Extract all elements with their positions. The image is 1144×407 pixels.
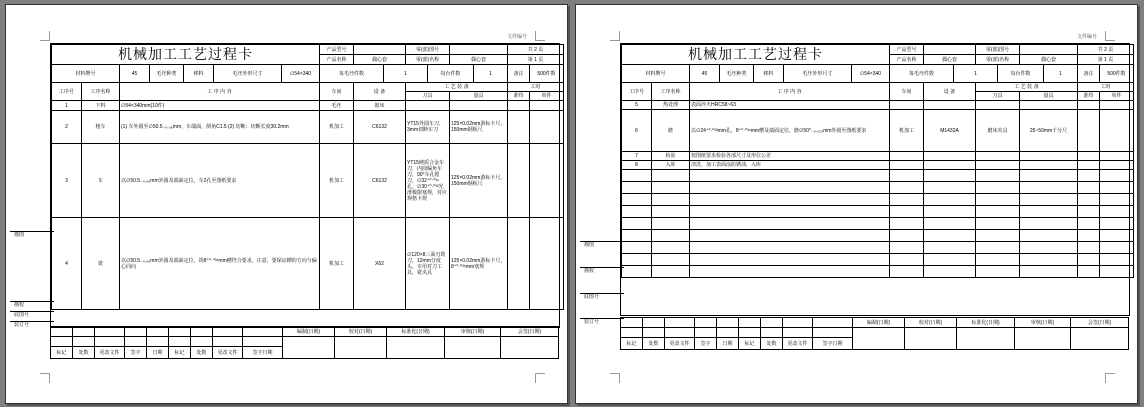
- crop-mark: [535, 31, 545, 41]
- parts-per-unit-value: 1: [474, 65, 508, 83]
- doc-no-label: 文件编号: [506, 34, 527, 40]
- part-name-value: 偶心套: [450, 55, 508, 65]
- crop-mark: [610, 373, 620, 383]
- col-tool: 刀具: [406, 92, 450, 101]
- table-row: 7 检验 按图纸要求检验各部尺寸及形位公差: [622, 152, 1134, 161]
- crop-mark: [1105, 31, 1115, 41]
- col-content: 工 序 内 容: [120, 83, 320, 101]
- table-row: 8 入库 清洗，加工表面涂防锈油，入库: [622, 161, 1134, 170]
- card-page-2: [575, 4, 1138, 404]
- crop-mark: [40, 31, 50, 41]
- product-name-label: 产品名称: [320, 55, 354, 65]
- col-measure: 量具: [450, 92, 508, 101]
- crop-mark: [40, 373, 50, 383]
- table-row: 4 铣 以∅50.5₋₀.₀₆mm外圆及端面定位，铣8⁺⁰·⁰³⁶mm槽符合要求，注意，要保证槽的方向与偏心同向 机加工 X62 ∅120×8三面刃铣刀，12mm分度头，专用对刀工具，铣夹具 125×0.02mm游标卡尺，8⁺⁰·⁰³⁶mm塞规: [52, 218, 564, 310]
- crop-mark: [535, 373, 545, 383]
- col-tooling: 工 艺 装 备: [406, 83, 508, 92]
- table-row: 6 磨 以∅24⁺⁰·⁰³³mm孔，8⁺⁰·⁰³⁶mm槽及端面定位，磨∅50⁰₋₀.₀₂₅mm外圆至图纸要求 机加工 M1432A 磨床夹具 25~50mm千分尺: [622, 110, 1134, 152]
- table-row: 2 粗车 (1) 车外圆至∅50.5₋₀.₀₆mm，车端面，倒角C1.5 (2) 切断：切断长度30.2mm 机加工 C6132 YT15外圆车刀，3mm切断车刀 125×0.02mm游标卡尺，150mm钢板尺: [52, 111, 564, 144]
- table-row: 1 下料 ∅54×340mm(10件) 毛坯 锯床: [52, 101, 564, 111]
- side-check: 描校: [10, 301, 54, 312]
- material-label: 材料牌号: [52, 65, 120, 83]
- side-trace: 描图: [580, 241, 624, 264]
- crop-mark: [1105, 373, 1115, 383]
- col-unit: 单件: [530, 92, 564, 101]
- parts-per-blank-label: 每毛坯件数: [320, 65, 384, 83]
- side-base-no: 底图号: [580, 293, 624, 316]
- process-card-table: [50, 43, 560, 328]
- col-hours: 工时: [508, 83, 564, 92]
- col-prep: 准终: [508, 92, 530, 101]
- col-op-name: 工序名称: [82, 83, 120, 101]
- side-check: 描校: [580, 267, 624, 290]
- process-card-table: 机械加工工艺过程卡 产品型号 零(部)图号 共 2 页 产品名称 偶心套 零(部)名称 偶心套 第 1 页 材料牌号 45 毛坯种类 棒料 毛坯外形尺寸 ∅54×340 每毛坯件数 1 每台件数 1 备注 500件数 工序号 工序名称 工 序 内 容 车间 设 备 工 艺 装 备 工时 刀具 量具 准终 单件 5 热处理 表面淬火HRC58~63 6 磨 以∅24⁺⁰·⁰³³mm孔，8⁺⁰·⁰³⁶mm槽及端面定位，磨∅50⁰₋₀.₀₂₅mm外圆至图纸要求 机加工 M1432A 磨床夹具 25~50mm千分尺 7 检验 按图纸要求检验各部尺寸及形位公差 8 入库 清洗，加工表面涂防锈油，入库: [620, 43, 1130, 316]
- blank-size-value: ∅54×340: [282, 65, 320, 83]
- part-name-label: 零(部)名称: [406, 55, 450, 65]
- page-number: 第 1 页: [508, 55, 564, 65]
- card-title: 机械加工工艺过程卡: [52, 45, 320, 65]
- blank-type-value: 棒料: [184, 65, 214, 83]
- parts-per-unit-label: 每台件数: [428, 65, 474, 83]
- table-row: 5 热处理 表面淬火HRC58~63: [622, 101, 1134, 110]
- col-op-no: 工序号: [52, 83, 82, 101]
- blank-size-label: 毛坯外形尺寸: [214, 65, 282, 83]
- card-page-1: [5, 4, 568, 404]
- total-pages: 共 2 页: [508, 45, 564, 55]
- notes-label: 备注: [508, 65, 530, 83]
- material-value: 45: [120, 65, 150, 83]
- signature-block: 编制(日期) 校对(日期) 标准化(日期) 审核(日期) 会签(日期) 标记 处数 更改文件 签字 日期 标记 处数 更改文件 签字日期: [620, 317, 1128, 350]
- product-name-value: 偶心套: [354, 55, 406, 65]
- part-drawing-label: 零(部)图号: [406, 45, 450, 55]
- blank-type-label: 毛坯种类: [150, 65, 184, 83]
- side-bind-no: 装订号: [10, 321, 54, 332]
- side-trace: 描图: [10, 231, 54, 302]
- product-model-label: 产品型号: [320, 45, 354, 55]
- doc-no-label: 文件编号: [1076, 34, 1097, 40]
- col-workshop: 车间: [320, 83, 354, 101]
- card-title: 机械加工工艺过程卡: [622, 45, 890, 65]
- side-bind-no: 装订号: [580, 318, 624, 329]
- table-row: 3 车 以∅50.5₋₀.₀₆mm外圆及端面定位，车2孔至图纸要求 机加工 C6132 YT15硬质合金车刀，内圆偏角车刀，90°车孔镗刀，∅32⁺⁰·⁰³⁹孔，∅30⁺⁰·⁰³³光滑极限塞规，对应规格卡规 125×0.02mm游标卡尺，150mm钢板尺: [52, 144, 564, 218]
- signature-block: 编制(日期) 校对(日期) 标准化(日期) 审核(日期) 会签(日期) 标记 处数 更改文件 签字 日期 标记 处数 更改文件 签字日期: [50, 326, 558, 359]
- notes-value: 500件数: [530, 65, 564, 83]
- side-base-no: 底图号: [10, 311, 54, 322]
- crop-mark: [610, 31, 620, 41]
- col-equipment: 设 备: [354, 83, 406, 101]
- parts-per-blank-value: 1: [384, 65, 428, 83]
